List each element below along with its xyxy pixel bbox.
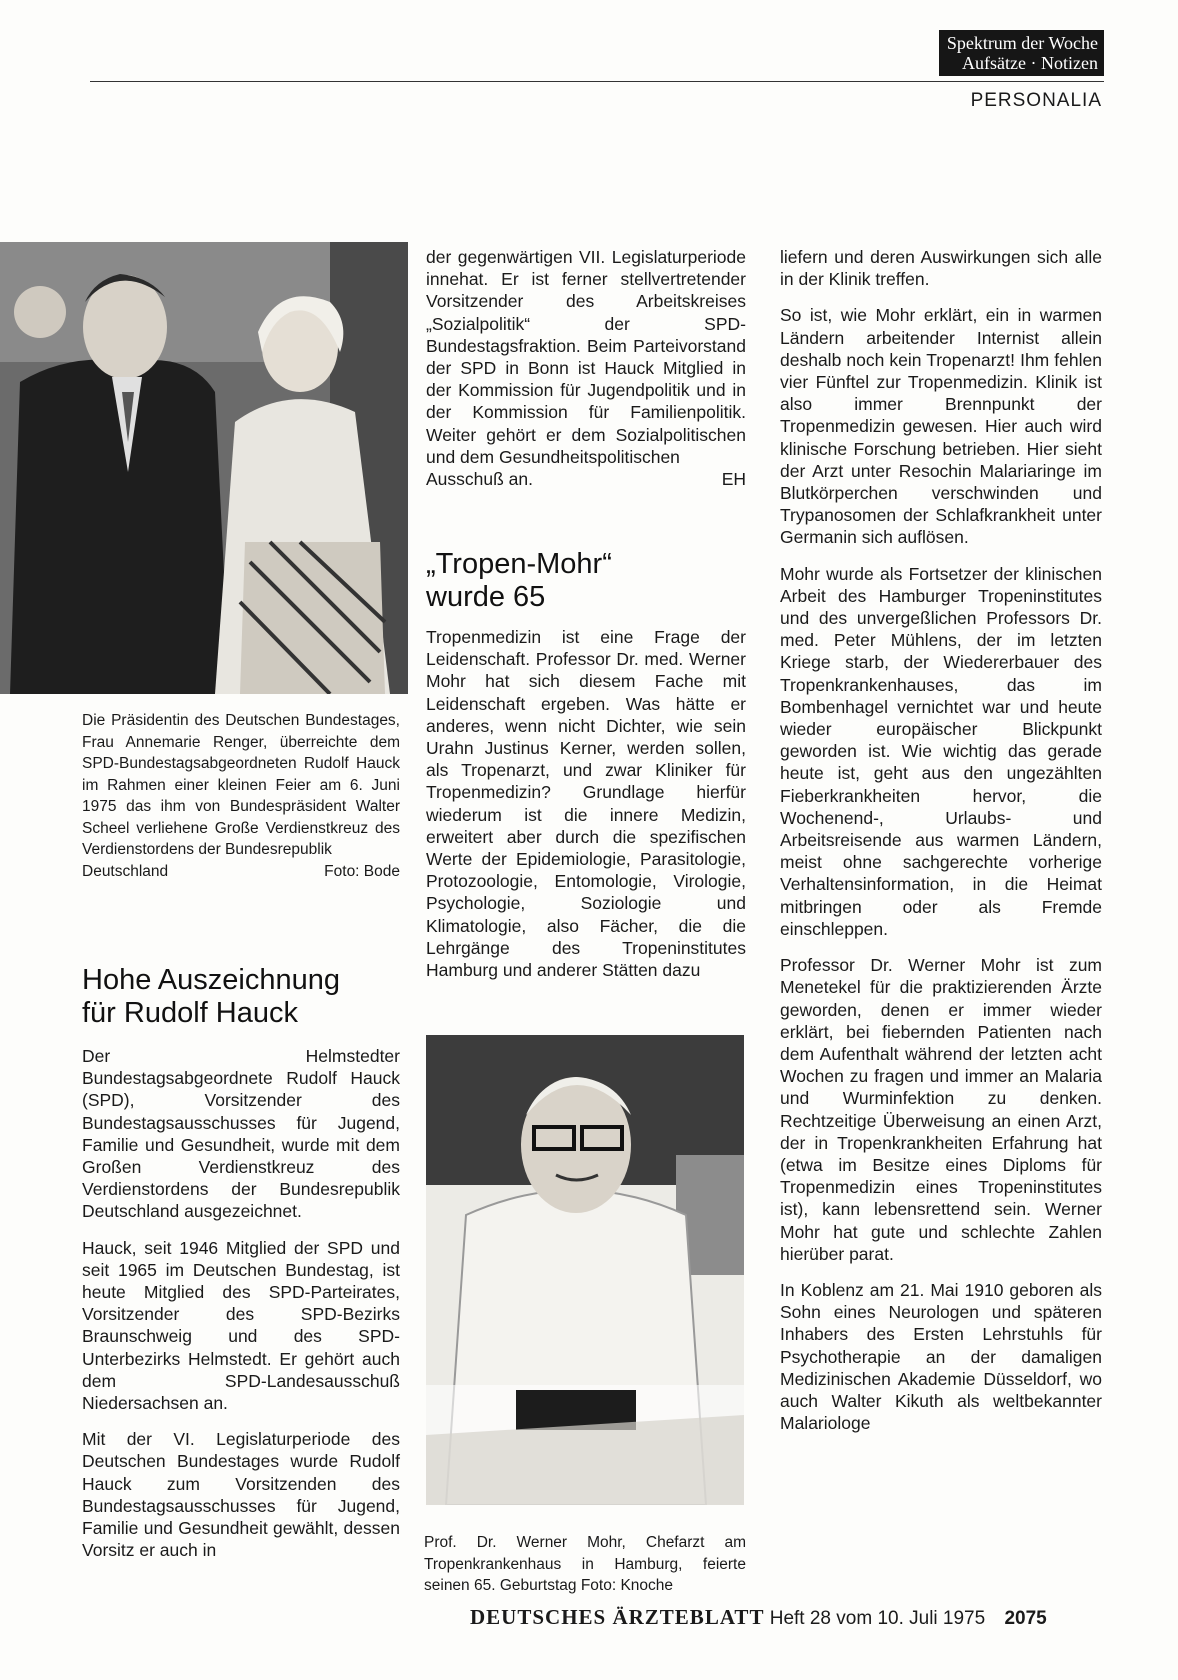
article2-column2 — [426, 626, 746, 995]
photo-werner-mohr — [426, 1035, 744, 1505]
article2-paragraph-3: So ist, wie Mohr erklärt, ein in warmen Ländern arbeitender Internist allein deshalb noch kein Tropenarzt! Ihm fehlen vier Fünftel zur Tropenmedizin. Klinik ist also immer Brennpunkt der Tropenmedizin gewesen. Hier auch wird klinische Forschung betrieben. Hier sieht der Arzt unter Resochin Malariaringe im Blutkörperchen verschwinden und Trypanosomen der Schlafkrankheit unter Germanin sich auflösen. — [780, 305, 1102, 548]
article2-paragraph-6: In Koblenz am 21. Mai 1910 geboren als Sohn eines Neurologen und späteren Inhabers des Ersten Lehrstuhls für Psychotherapie an der damaligen Medizinischen Akademie Düsseldorf, wo auch Walter Kikuth als weltbekannter Malariologe — [780, 1279, 1102, 1434]
section-label: PERSONALIA — [970, 90, 1102, 111]
photo-mohr-caption-text: Prof. Dr. Werner Mohr, Chefarzt am Tropenkrankenhaus in Hamburg, feierte seinen 65. Geburtstag — [424, 1534, 746, 1594]
article1-signature: EH — [721, 469, 746, 490]
article1-paragraph-4-last: Ausschuß an. — [426, 469, 533, 490]
article2-paragraph-5: Professor Dr. Werner Mohr ist zum Menetekel für die praktizierenden Ärzte geworden, denen er immer wieder erklärt, bei fiebernden Patienten nach dem Aufenthalt während der letzten acht Wochen zu fragen und immer an Malaria und Wurminfektion zu denken. Rechtzeitige Überweisung an einen Arzt, der in Tropenkrankheiten Erfahrung hat (etwa im Besitze eines Diploms für Tropenmedizin eines Tropeninstitutes ist), kann lebensrettend sein. Werner Mohr hat gute und schlechte Zahlen hierüber parat. — [780, 955, 1102, 1264]
article1-paragraph-2: Hauck, seit 1946 Mitglied der SPD und seit 1965 im Deutschen Bundestag, ist heute Mitglied des SPD-Parteirates, Vorsitzender des SPD-Bezirks Braunschweig und des SPD-Unterbezirks Helmstedt. Er gehört auch dem SPD-Landesausschuß Niedersachsen an. — [82, 1237, 400, 1414]
article2-column3 — [780, 246, 1102, 1448]
photo-mohr-credit: Foto: Knoche — [580, 1577, 674, 1594]
photo-award-credit: Foto: Bode — [324, 862, 400, 880]
photo-award-ceremony-image — [0, 242, 408, 694]
photo-award-caption-last: Deutschland — [82, 862, 169, 880]
article1-headline — [82, 964, 402, 1030]
page-footer — [470, 1605, 1047, 1630]
article2-paragraph-4: Mohr wurde als Fortsetzer der klinischen Arbeit des Hamburger Tropeninstitutes und des unvergeßlichen Professors Dr. med. Peter Mühlens, der im letzten Kriege starb, der Wiedererbauer des Tropenkrankenhauses, das im Bombenhagel vernichtet war und heute wieder europäischer Blickpunkt geworden ist. Wie wichtig das gerade heute ist, geht aus den ungezählten Fieberkrankheiten hervor, die Wochenend-, Urlaubs- und Arbeitsreisende aus warmen Ländern, meist ohne sachgerechte vorherige Verhaltensinformation, in die Heimat mitbringen oder als Fremde einschleppen. — [780, 563, 1102, 939]
photo-award-credit-line — [82, 861, 400, 883]
article2-headline — [426, 548, 746, 614]
header-rule — [90, 81, 1104, 82]
photo-award-caption-text: Die Präsidentin des Deutschen Bundestages, Frau Annemarie Renger, überreichte dem SPD-Bundestagsabgeordneten Rudolf Hauck im Rahmen einer kleinen Feier am 6. Juni 1975 das ihm von Bundespräsident Walter Scheel verliehene Große Verdienstkreuz des Verdienstordens der Bundesrepublik — [82, 712, 400, 858]
article1-paragraph-4: der gegenwärtigen VII. Legislaturperiode innehat. Er ist ferner stellvertretender Vorsitzender des Arbeitskreises „Sozialpolitik“ der SPD-Bundestagsfraktion. Beim Parteivorstand der SPD in Bonn ist Hauck Mitglied in der Kommission für Jugendpolitik und in der Kommission für Familienpolitik. Weiter gehört er dem Sozialpolitischen und dem Gesundheitspolitischen — [426, 247, 746, 467]
photo-werner-mohr-image — [426, 1035, 744, 1505]
article2-paragraph-1: Tropenmedizin ist eine Frage der Leidenschaft. Professor Dr. med. Werner Mohr hat sich diesem Fache mit Leidenschaft ergeben. Was hätte er anderes, wenn nicht Dichter, wie sein Urahn Justinus Kerner, werden sollen, als Tropenarzt, und zwar Kliniker für Tropenmedizin? Grundlage hierfür wiederum ist die innere Medizin, erweitert aber durch die spezifischen Werte der Epidemiologie, Parasitologie, Protozoologie, Entomologie, Virologie, Psychologie, Soziologie und Klimatologie, also Fächer, die die Lehrgänge des Tropeninstitutes Hamburg und anderer Stätten dazu — [426, 627, 746, 981]
article2-headline-line1: „Tropen-Mohr“ — [426, 548, 612, 580]
article1-paragraph-1: Der Helmstedter Bundestagsabgeordnete Rudolf Hauck (SPD), Vorsitzender des Bundestagsausschusses für Jugend, Familie und Gesundheit, wurde mit dem Großen Verdienstkreuz des Verdienstordens der Bundesrepublik Deutschland ausgezeichnet. — [82, 1046, 400, 1222]
footer-page-number: 2075 — [1004, 1608, 1047, 1629]
article1-headline-line1: Hohe Auszeichnung — [82, 964, 340, 996]
article1-headline-line2: für Rudolf Hauck — [82, 997, 298, 1029]
article1-signature-line — [426, 468, 746, 490]
rubric-line-2: Aufsätze · Notizen — [962, 53, 1098, 73]
rubric-box — [939, 30, 1104, 76]
article2-headline-line2: wurde 65 — [426, 581, 546, 613]
article1-paragraph-3: Mit der VI. Legislaturperiode des Deutschen Bundestages wurde Rudolf Hauck zum Vorsitzenden des Bundestagsausschusses für Jugend, Familie und Gesundheit gewählt, dessen Vorsitz er auch in — [82, 1429, 400, 1561]
footer-masthead: DEUTSCHES ÄRZTEBLATT — [470, 1605, 765, 1629]
photo-mohr-caption — [424, 1532, 746, 1597]
footer-issue: Heft 28 vom 10. Juli 1975 — [769, 1608, 986, 1629]
rubric-line-1: Spektrum der Woche — [946, 33, 1098, 53]
article1-column1 — [82, 1045, 400, 1575]
photo-award-caption — [82, 710, 400, 882]
article1-column2 — [426, 246, 746, 490]
article2-paragraph-2: liefern und deren Auswirkungen sich alle in der Klinik treffen. — [780, 247, 1102, 290]
photo-award-ceremony — [0, 242, 408, 694]
